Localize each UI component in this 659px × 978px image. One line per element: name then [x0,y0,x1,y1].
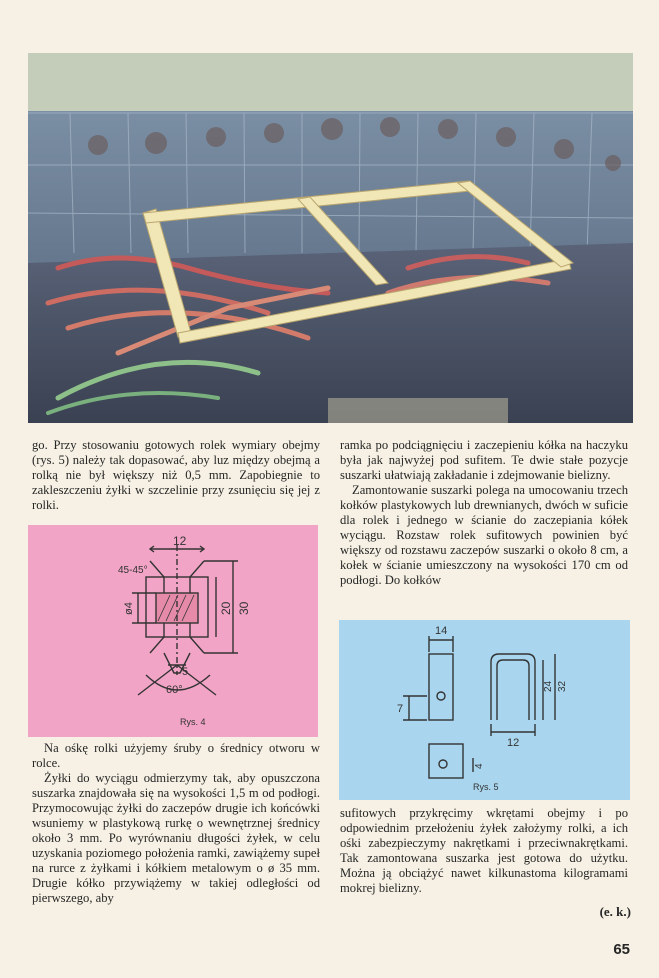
bracket-drawing [339,620,630,800]
dim-h3: 4 [474,763,485,769]
pulley-drawing [28,525,318,737]
dim-w1: 14 [435,625,448,637]
dim-bottom: 5 [182,666,189,678]
dim-h2a: 24 [543,680,554,692]
figure-caption: Rys. 5 [473,782,499,792]
paragraph: Na ośkę rolki użyjemy śruby o średnicy otworu w rolce. [32,741,320,770]
figure-caption: Rys. 4 [180,717,206,727]
dim-mid: 20 [219,601,233,615]
dryer-photo-drawing [28,53,633,423]
paragraph: Zamontowanie suszarki polega na umocowaniu trzech kołków plastykowych lub drewnianych, dwóch w suficie dla rolek i jednego w ścianie do zaczepiania kółek wyciągu. Rozstaw rolek sufitowych powinien być większy od rozstawu zaczepów suszarki o około 8 cm, a kołek w ścianie umieszczony na wysokości 170 cm od podłogi. Do kołków [340,483,628,587]
dim-right: 30 [237,601,251,615]
dim-angle-top: 45-45° [118,565,148,576]
figure-5-bracket [339,620,630,800]
dim-w2: 12 [507,737,520,749]
paragraph: sufitowych przykręcimy wkrętami obejmy i po odpowiednim przełożeniu żyłek założymy rolki, a ich ośki zabezpieczymy nakrętkami i przeciwnakrętkami. Tak zamontowana suszarka jest gotowa do użytku. Można ją obciążyć nawet kilkunastoma kilogramami mokrej bielizny. [340,806,628,895]
dim-h2b: 32 [557,680,568,692]
text-column-right-bottom [340,806,628,896]
paragraph: ramka po podciągnięciu i zaczepieniu kółka na haczyku była jak najwyżej pod sufitem. Te dwie stałe pozycje suszarki ułatwiają zakładanie i zdejmowanie bielizny. [340,438,628,482]
paragraph: Żyłki do wyciągu odmierzymy tak, aby opuszczona suszarka znajdowała się na wysokości 1,5 m od podłogi. Przymocowując żyłki do zaczepów drugie ich końcówki wsuniemy w plastykową rurkę o wewnętrznej średnicy około 3 mm. Po wyrównaniu długości żyłek, w celu uzyskania poziomego położenia ramki, zawiążemy supeł na rurce z żyłkami i kółkiem metalowym o ø 35 mm. Drugie kółko przywiążemy w takiej odległości od pierwszego, aby [32,771,320,905]
figure-4-pulley [28,525,318,737]
text-column-left-bottom [32,741,320,906]
dim-left: ø4 [123,602,135,615]
dryer-photo [28,53,633,423]
text-column-left-top [32,438,320,513]
author-signature: (e. k.) [599,904,631,919]
text-column-right-top [340,438,628,588]
page-number: 65 [613,941,630,958]
paragraph: go. Przy stosowaniu gotowych rolek wymiary obejmy (rys. 5) należy tak dopasować, aby luz między obejmą a rolką nie był większy niż 0,5 mm. Zapobiegnie to zakleszczeniu żyłki w szczelinie przy zsunięciu się jej z rolki. [32,438,320,512]
dim-h1: 7 [397,703,404,715]
dim-angle-bottom: 60° [166,684,183,696]
dim-top: 12 [173,534,187,548]
